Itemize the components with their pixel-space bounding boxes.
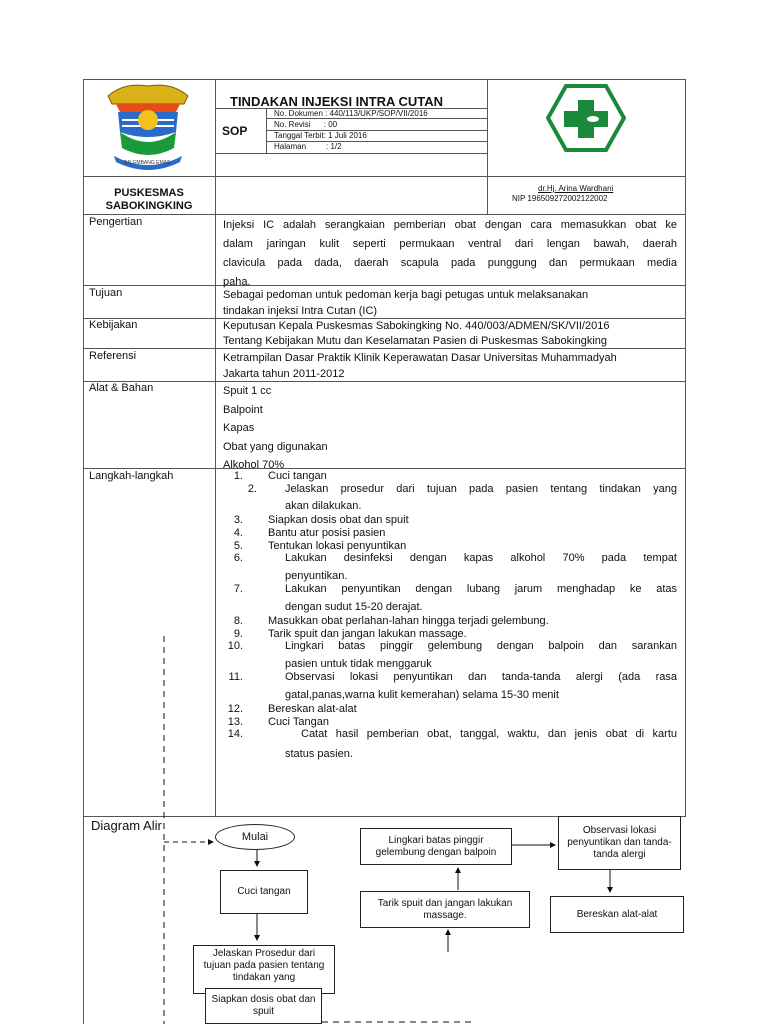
signer-name: dr.Hj. Arina Wardhani xyxy=(538,184,614,193)
flow-node-mulai: Mulai xyxy=(215,824,295,850)
flow-node-tarik: Tarik spuit dan jangan lakukan massage. xyxy=(360,891,530,928)
flow-node-cuci-tangan: Cuci tangan xyxy=(220,870,308,914)
section-label-referensi: Referensi xyxy=(89,350,137,362)
doc-number: No. Dokumen : 440/113/UKP/SOP/VII/2016 xyxy=(274,109,428,118)
section-label-kebijakan: Kebijakan xyxy=(89,319,138,331)
flow-node-jelaskan: Jelaskan Prosedur dari tujuan pada pasien tentang tindakan yang xyxy=(193,945,335,994)
section-label-langkah: Langkah-langkah xyxy=(89,470,174,482)
document-title: TINDAKAN INJEKSI INTRA CUTAN xyxy=(230,94,444,109)
sop-label: SOP xyxy=(222,124,248,138)
referensi-text: Ketrampilan Dasar Praktik Klinik Keperawatan Dasar Universitas Muhammadyah Jakarta tahun 2011-2012 xyxy=(223,352,617,380)
list-item: Alkohol 70% xyxy=(223,459,285,471)
flow-node-bereskan: Bereskan alat-alat xyxy=(550,896,684,933)
section-label-diagram: Diagram Alir xyxy=(91,818,162,833)
list-item: Spuit 1 cc xyxy=(223,385,272,397)
logo-caption: PALEMBANG EMAS xyxy=(124,160,171,166)
flow-node-siapkan: Siapkan dosis obat dan spuit xyxy=(205,988,322,1024)
list-item: Kapas xyxy=(223,422,255,434)
org-name: PUSKESMAS SABOKINGKING xyxy=(105,187,193,212)
list-item: Balpoint xyxy=(223,403,263,416)
section-label-alat-bahan: Alat & Bahan xyxy=(89,382,154,394)
signer-nip: NIP 196509272002122002 xyxy=(512,194,608,203)
section-label-pengertian: Pengertian xyxy=(89,216,143,228)
section-label-tujuan: Tujuan xyxy=(89,287,123,299)
flow-node-lingkari: Lingkari batas pinggir gelembung dengan balpoin xyxy=(360,828,512,865)
tujuan-text: Sebagai pedoman untuk pedoman kerja bagi petugas untuk melaksanakan tindakan injeksi Intra Cutan (IC) xyxy=(223,289,589,317)
flow-node-observasi: Observasi lokasi penyuntikan dan tanda-tanda alergi xyxy=(558,816,681,870)
kebijakan-text: Keputusan Kepala Puskesmas Sabokingking No. 440/003/ADMEN/SK/VII/2016 Tentang Kebijakan Mutu dan Keselamatan Pasien di Puskesmas Sabokingking xyxy=(223,320,610,347)
pengertian-text: Injeksi IC adalah serangkaian pemberian obat dengan cara memasukkan obat ke dalam jaringan kulit seperti permukaan ventral dari lengan bawah, daerah clavicula pada dada, daerah scapula pada punggung dan permukaan media paha. xyxy=(223,219,677,288)
issue-date: Tanggal Terbit: 1 Juli 2016 xyxy=(274,131,367,140)
revision: No. Revisi : 00 xyxy=(274,120,338,129)
page-number: Halaman : 1/2 xyxy=(274,142,342,151)
list-item: Obat yang digunakan xyxy=(223,440,328,453)
